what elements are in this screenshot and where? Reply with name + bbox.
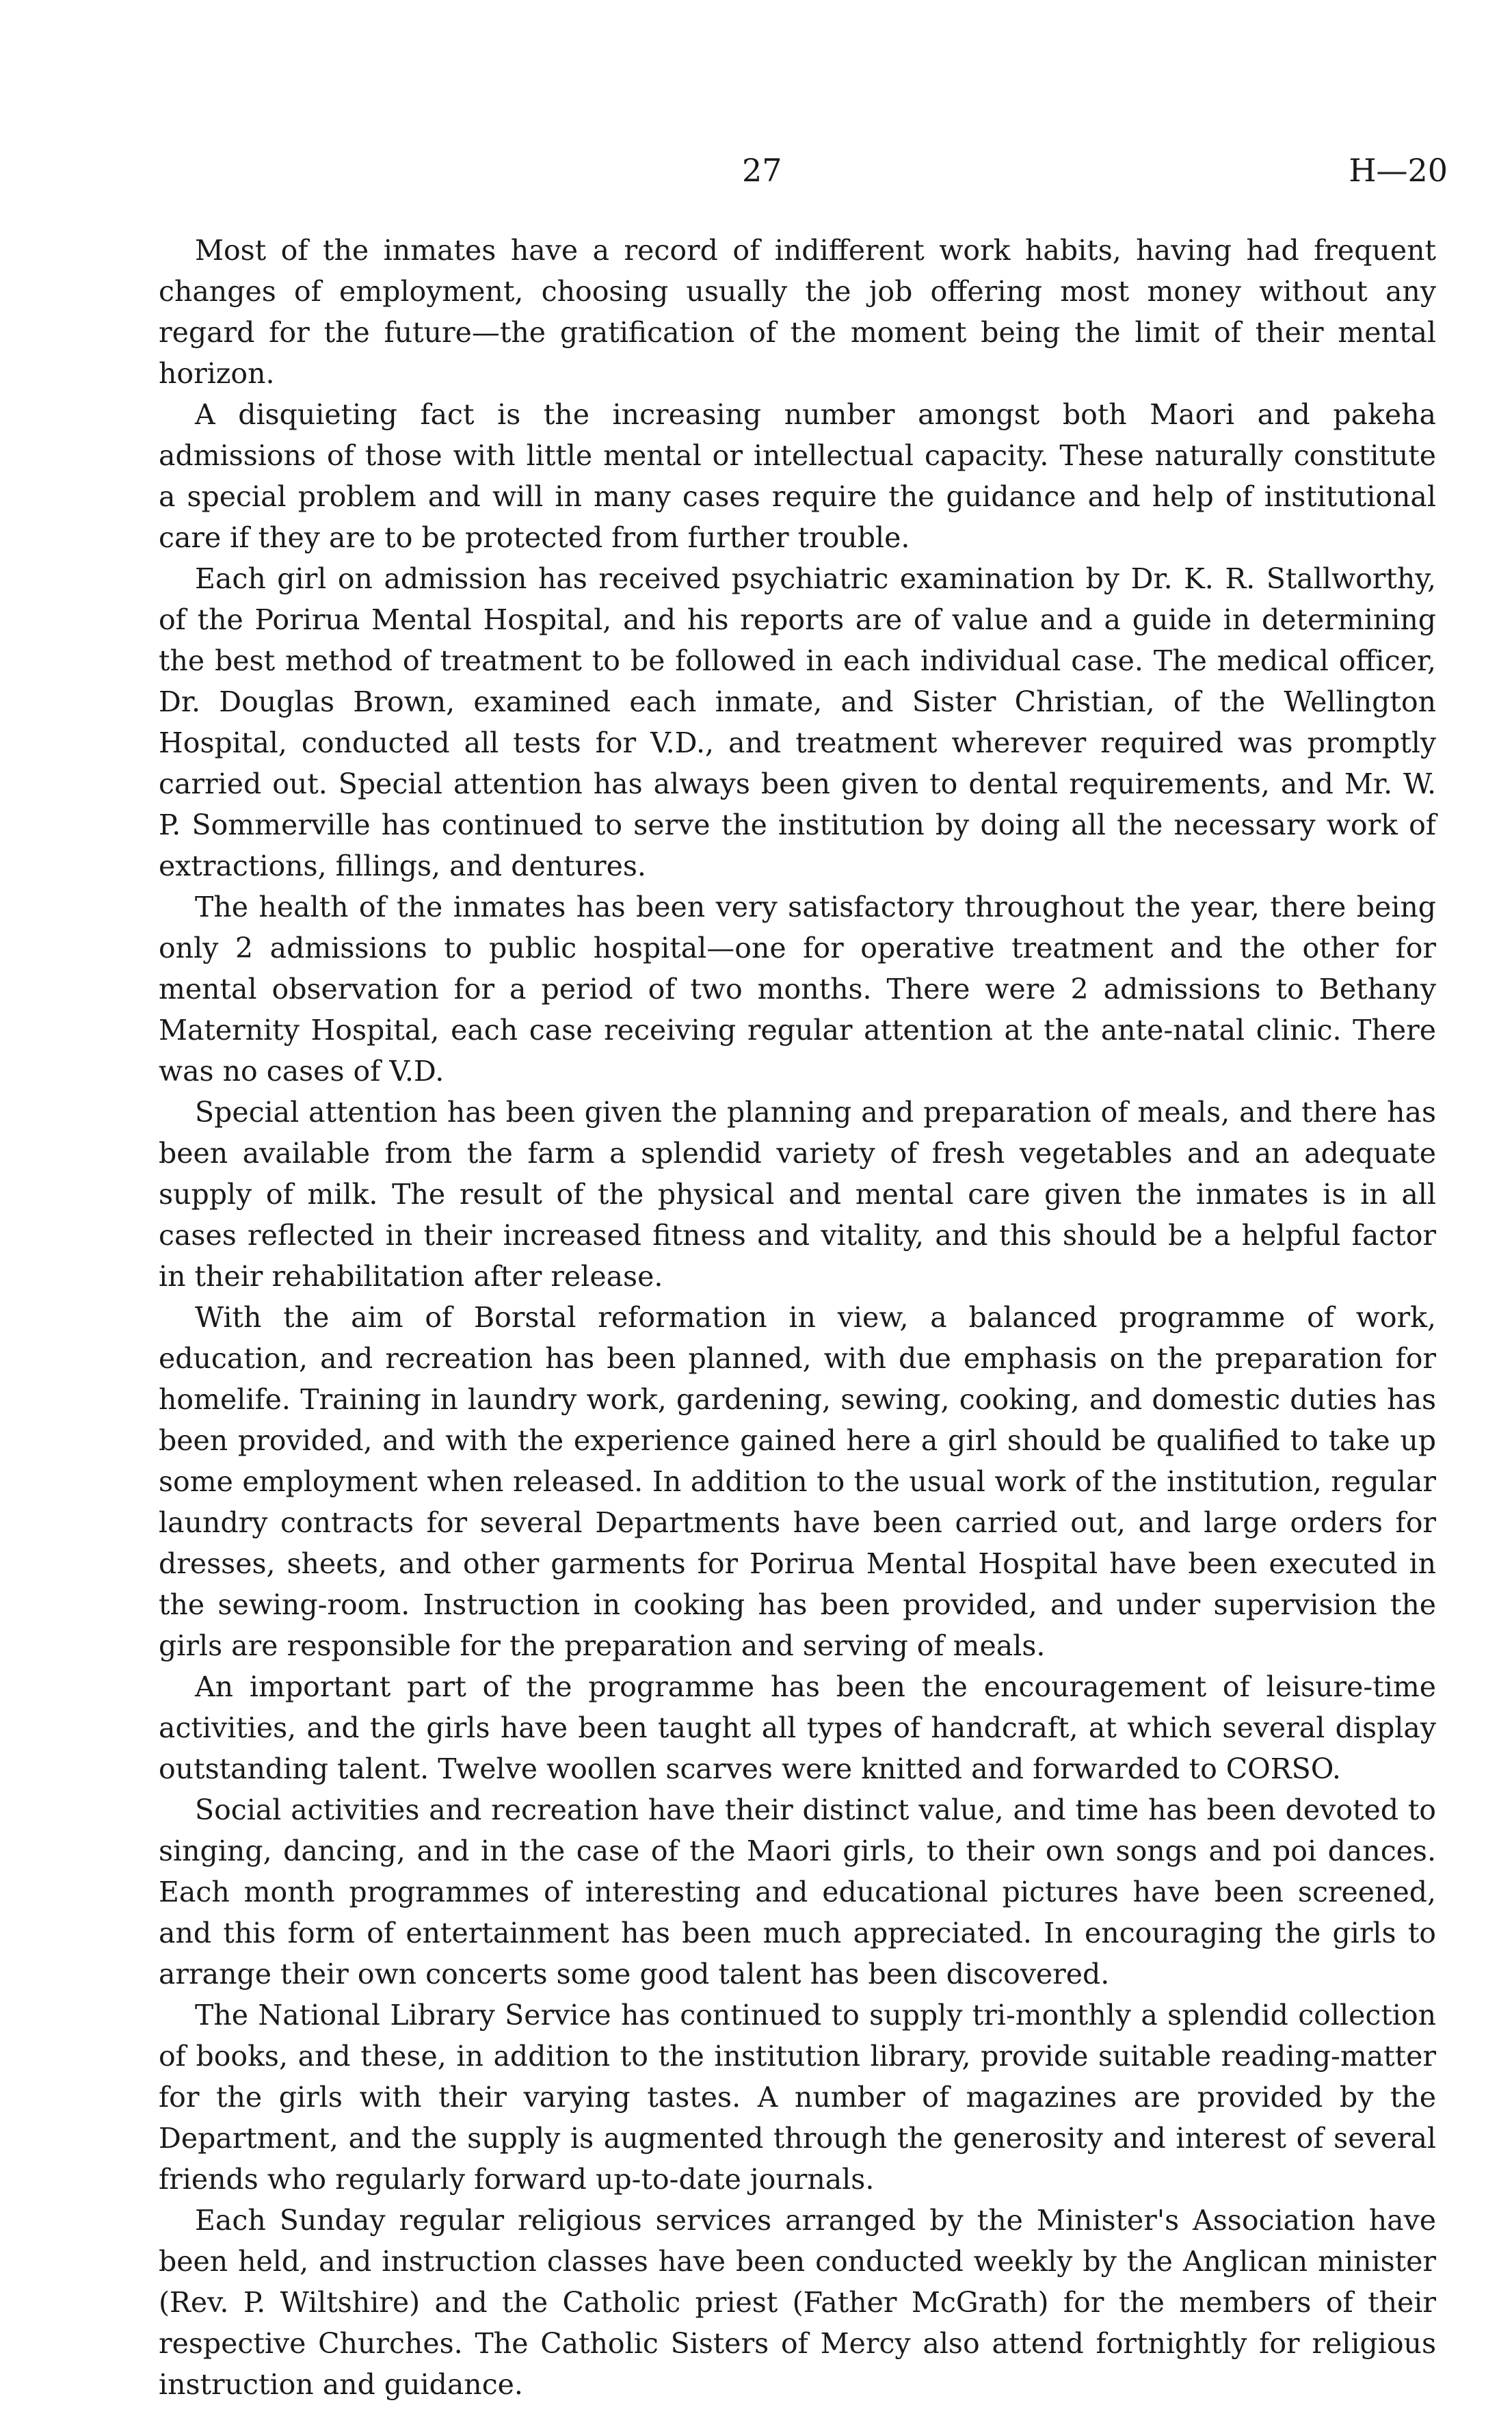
body-text xyxy=(159,230,1436,2405)
paragraph-training: With the aim of Borstal reformation in view, a balanced programme of work, education, and recreation has been planned, with due emphasis on the preparation for homelife. Training in laundry work, gardening, sewing, cooking, and domestic duties has been provided, and with the experience gained here a girl should be qualified to take up some employment when released. In addition to the usual work of the institution, regular laundry contracts for several Departments have been carried out, and large orders for dresses, sheets, and other garments for Porirua Mental Hospital have been executed in the sewing-room. Instruction in cooking has been provided, and under supervision the girls are responsible for the preparation and serving of meals. xyxy=(159,1301,1436,1662)
paragraph-health: The health of the inmates has been very satisfactory throughout the year, there being only 2 admissions to public hospital—one for operative treatment and the other for mental observation for a period of two months. There were 2 admissions to Bethany Maternity Hospital, each case receiving regular attention at the ante-natal clinic. There was no cases of V.D. xyxy=(159,891,1436,1088)
paragraph-medical-examination: Each girl on admission has received psychiatric examination by Dr. K. R. Stallworthy, of the Porirua Mental Hospital, and his reports are of value and a guide in determining the best method of treatment to be followed in each individual case. The medical officer, Dr. Douglas Brown, examined each inmate, and Sister Christian, of the Wellington Hospital, conducted all tests for V.D., and treatment wherever required was promptly carried out. Special attention has always been given to dental requirements, and Mr. W. P. Sommerville has continued to serve the institution by doing all the necessary work of extractions, fillings, and dentures. xyxy=(159,562,1436,882)
paragraph-social-activities: Social activities and recreation have their distinct value, and time has been devoted to singing, dancing, and in the case of the Maori girls, to their own songs and poi dances. Each month programmes of interesting and educational pictures have been screened, and this form of entertainment has been much appreciated. In encouraging the girls to arrange their own concerts some good talent has been discovered. xyxy=(159,1793,1436,1990)
paragraph-leisure: An important part of the programme has been the encouragement of leisure-time activities, and the girls have been taught all types of handcraft, at which several display outstanding talent. Twelve woollen scarves were knitted and forwarded to CORSO. xyxy=(159,1670,1436,1785)
paragraph-work-habits: Most of the inmates have a record of indifferent work habits, having had frequent changes of employment, choosing usually the job offering most money without any regard for the future—the gratification of the moment being the limit of their mental horizon. xyxy=(159,234,1436,390)
paragraph-meals: Special attention has been given the planning and preparation of meals, and there has been available from the farm a splendid variety of fresh vegetables and an adequate supply of milk. The result of the physical and mental care given the inmates is in all cases reflected in their increased fitness and vitality, and this should be a helpful factor in their rehabilitation after release. xyxy=(159,1096,1436,1293)
paragraph-library: The National Library Service has continued to supply tri-monthly a splendid collection of books, and these, in addition to the institution library, provide suitable reading-matter for the girls with their varying tastes. A number of magazines are provided by the Department, and the supply is augmented through the generosity and interest of several friends who regularly forward up-to-date journals. xyxy=(159,1999,1436,2196)
document-code: H—20 xyxy=(1349,152,1448,189)
paragraph-mental-capacity: A disquieting fact is the increasing number amongst both Maori and pakeha admissions of those with little mental or intellectual capacity. These naturally constitute a special problem and will in many cases require the guidance and help of institutional care if they are to be protected from further trouble. xyxy=(159,398,1436,554)
paragraph-religious-services: Each Sunday regular religious services arranged by the Minister's Association have been held, and instruction classes have been conducted weekly by the Anglican minister (Rev. P. Wiltshire) and the Catholic priest (Father McGrath) for the members of their respective Churches. The Catholic Sisters of Mercy also attend fortnightly for religious instruction and guidance. xyxy=(159,2204,1436,2401)
page-number: 27 xyxy=(742,152,782,189)
